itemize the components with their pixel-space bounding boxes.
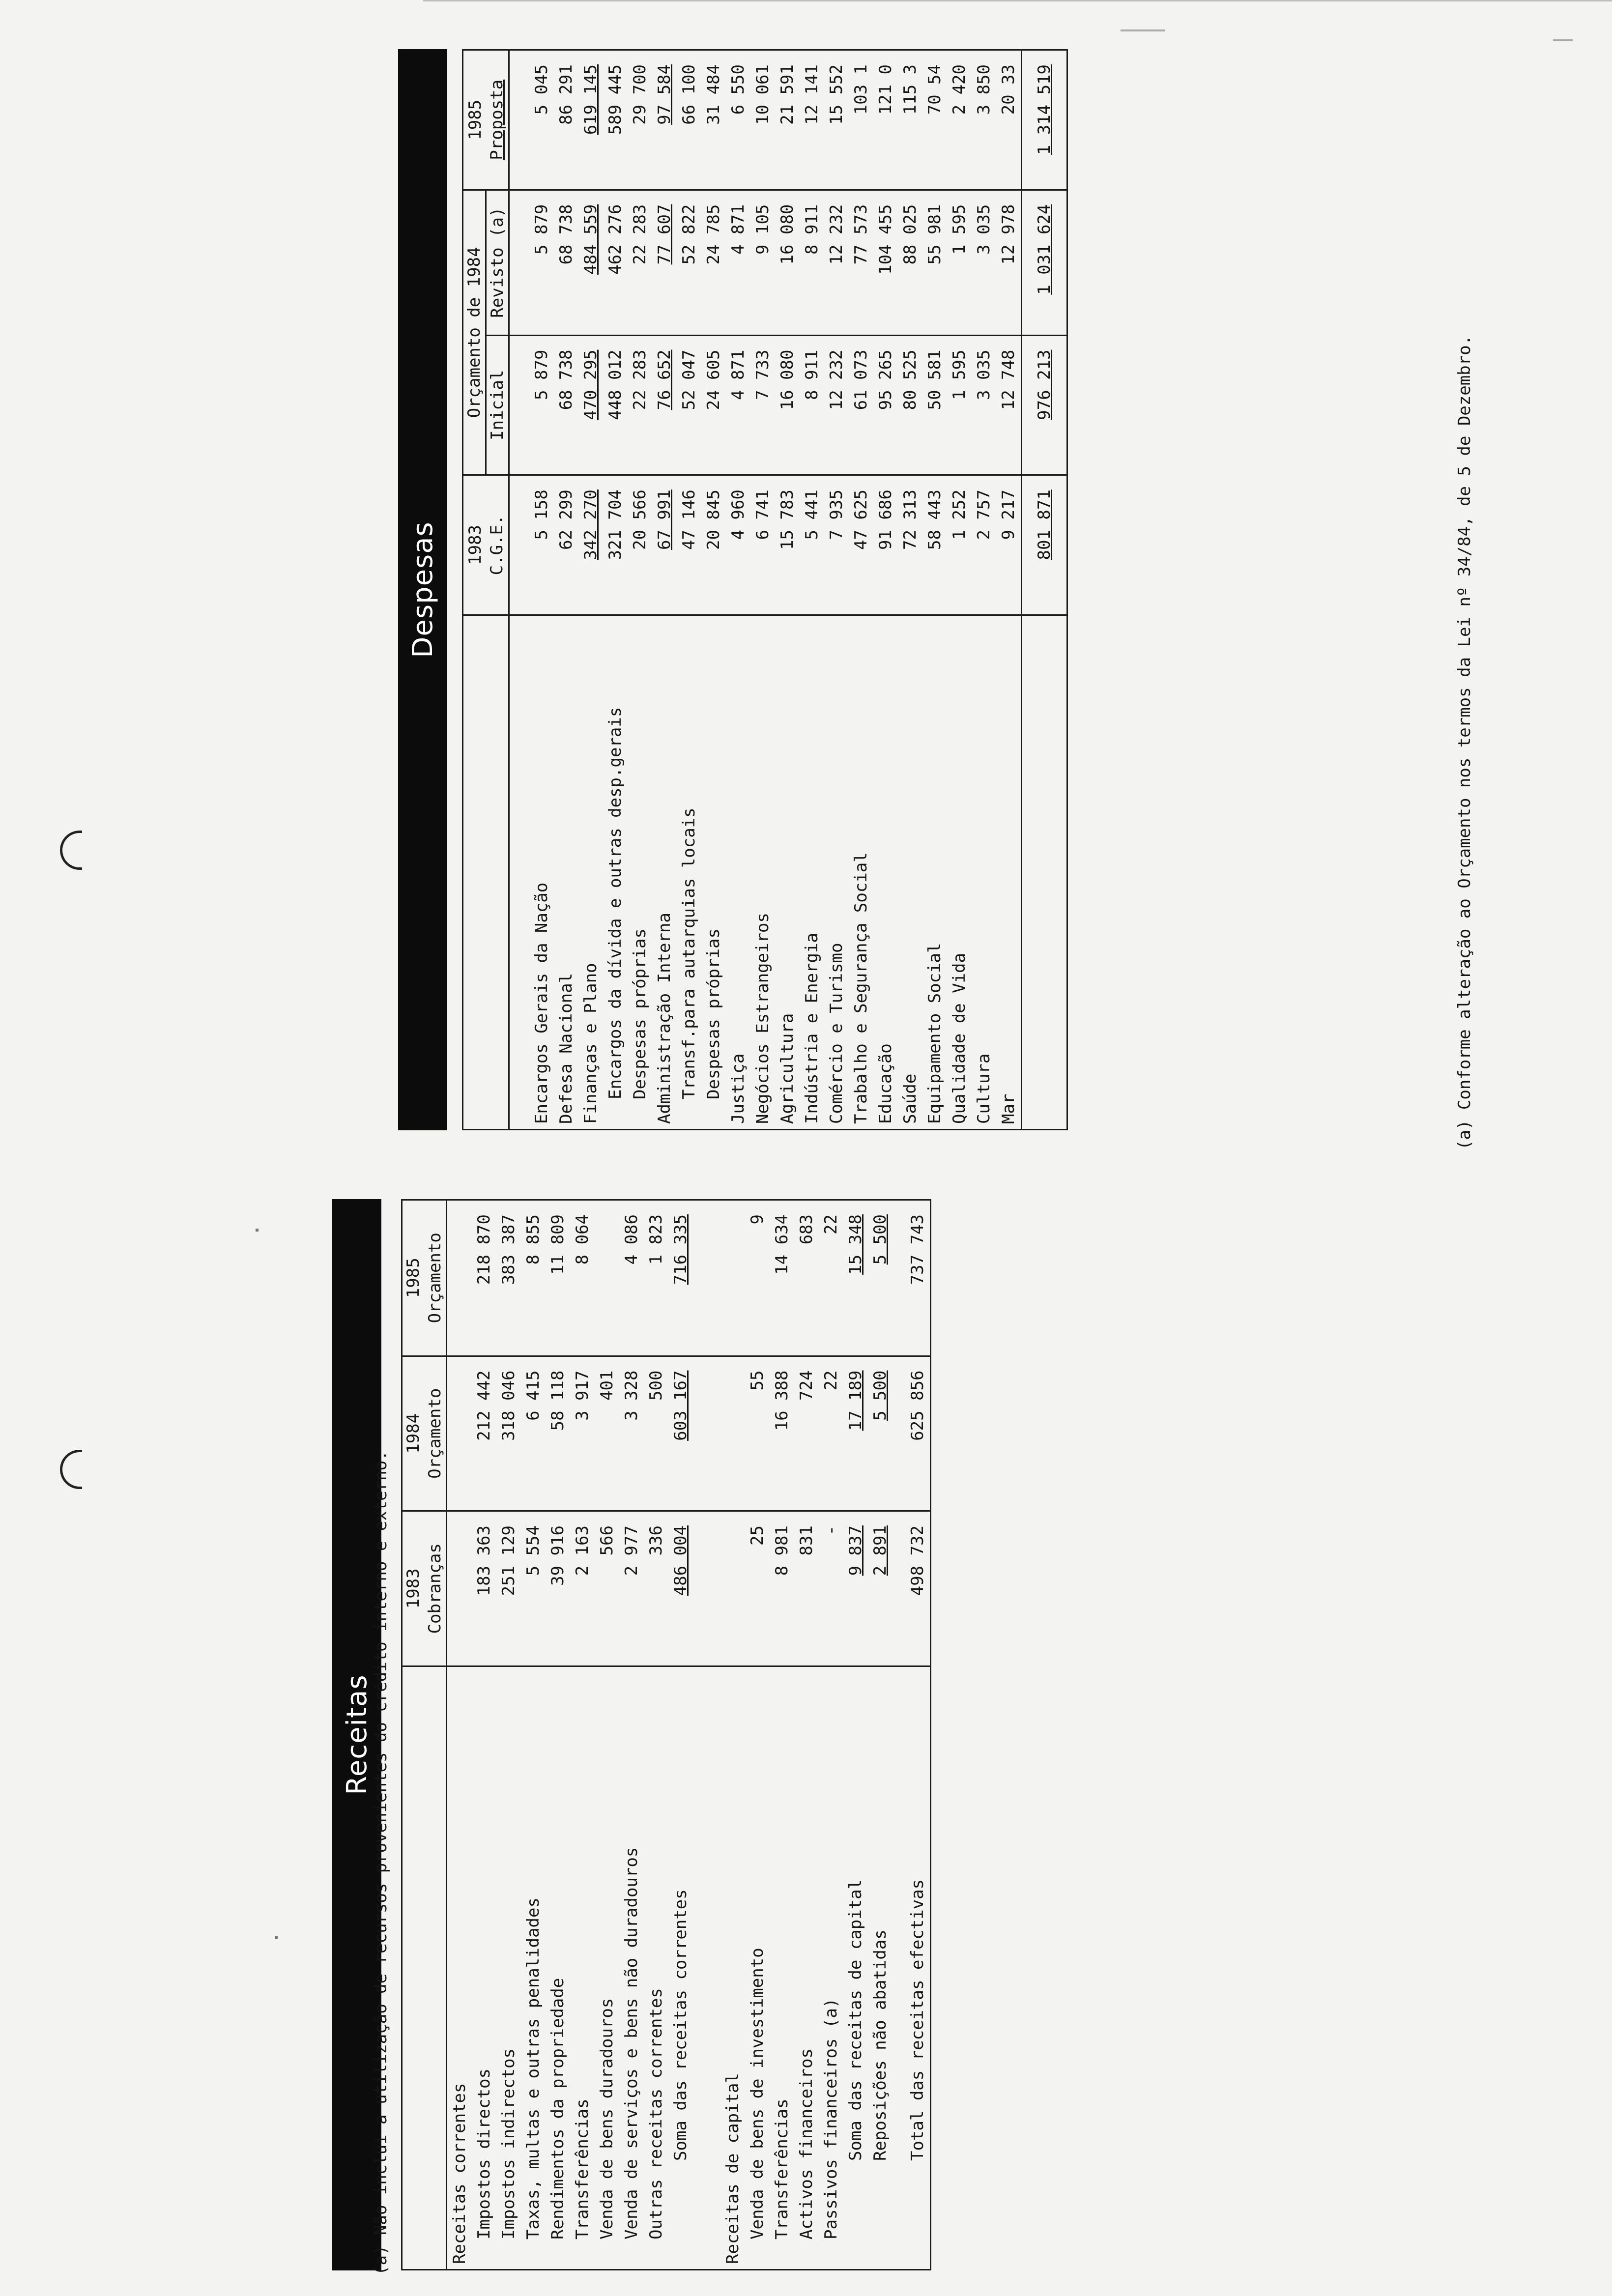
cell-value-v2: 68 738 (554, 335, 578, 475)
cell-value-v1: 20 845 (701, 475, 726, 615)
cell-value-v3: 4 871 (726, 190, 750, 335)
cell-value-v1: 8 981 (770, 1511, 794, 1666)
cell-value-v3: 716 335 (668, 1200, 706, 1356)
cell-value-v2: 95 265 (873, 335, 898, 475)
scan-speck (275, 1936, 278, 1939)
receitas-banner: Receitas (332, 1199, 381, 2270)
row-label: Agricultura (777, 1013, 797, 1124)
cell-value-v1 (447, 1511, 472, 1666)
cell-value-v1: 25 (745, 1511, 770, 1666)
row-label: Indústria e Energia (802, 933, 822, 1124)
total-row (1022, 50, 1067, 1130)
cell-value-v1: 58 443 (922, 475, 947, 615)
cell-value-v2: 724 (794, 1356, 819, 1511)
cell-value-v4: 589 445 (603, 50, 628, 190)
cell-value-v4: 103 1 (849, 50, 873, 190)
cell-value-v4: 619 145 (578, 50, 603, 190)
cell-value-v3: 12 232 (824, 190, 849, 335)
cell-value-v2: 52 047 (677, 335, 701, 475)
cell-value-v1: 7 935 (824, 475, 849, 615)
table-row (509, 50, 554, 1130)
table-row (947, 50, 972, 1130)
cell-value-v1: 486 004 (668, 1511, 706, 1666)
cell-value-v2: 80 525 (898, 335, 922, 475)
cell-value-v1: 5 441 (800, 475, 824, 615)
cell-value-v1: 2 757 (972, 475, 996, 615)
table-row (794, 1200, 819, 2270)
cell-value-v2 (706, 1356, 745, 1511)
table-row (595, 1200, 619, 2270)
table-row (570, 1200, 595, 2270)
cell-value-v2: 470 295 (578, 335, 603, 475)
cell-value-v2: 12 232 (824, 335, 849, 475)
row-label: Receitas correntes (450, 2083, 469, 2264)
cell-value-v2: 12 748 (996, 335, 1022, 475)
header-year: 1983 (465, 525, 485, 565)
table-row (521, 1200, 546, 2270)
cell-value-v4: 20 33 (996, 50, 1022, 190)
row-label: Despesas próprias (704, 928, 723, 1099)
total-value-v3: 1 031 624 (1022, 190, 1067, 335)
header-year: 1983 (403, 1568, 423, 1609)
row-label: Negócios Estrangeiros (753, 913, 773, 1124)
cell-value-v1: 67 991 (652, 475, 677, 615)
row-label: Rendimentos da propriedade (548, 1978, 568, 2239)
cell-value-v1: 62 299 (554, 475, 578, 615)
row-label: Outras receitas correntes (646, 1988, 666, 2239)
cell-value-v2: 401 (595, 1356, 619, 1511)
scan-speck (256, 1229, 259, 1232)
cell-value-v4: 29 700 (628, 50, 652, 190)
cell-value-v4: 5 045 (509, 50, 554, 190)
table-row (546, 1200, 570, 2270)
table-row (745, 1200, 770, 2270)
cell-value-v3 (706, 1200, 745, 1356)
receitas-header-blank (402, 1666, 447, 2269)
table-row (701, 50, 726, 1130)
cell-value-v3: 4 086 (619, 1200, 644, 1356)
cell-value-v1: 47 625 (849, 475, 873, 615)
row-label: Encargos Gerais da Nação (532, 882, 551, 1124)
cell-value-v2: 6 415 (521, 1356, 546, 1511)
cell-value-v3: 9 105 (750, 190, 775, 335)
total-value-v4: 1 314 519 (1022, 50, 1067, 190)
receitas-table (401, 1199, 931, 2270)
cell-value-v3: 218 870 (472, 1200, 496, 1356)
table-row (868, 1200, 905, 2270)
table-row (578, 50, 603, 1130)
cell-value-v2: 8 911 (800, 335, 824, 475)
receitas-header-col1 (402, 1511, 447, 1666)
cell-value-v1: 39 916 (546, 1511, 570, 1666)
despesas-header-blank (463, 615, 509, 1129)
cell-value-v3 (595, 1200, 619, 1356)
despesas-table (462, 49, 1068, 1130)
table-row (873, 50, 898, 1130)
cell-value-v4: 115 3 (898, 50, 922, 190)
cell-value-v1: 183 363 (472, 1511, 496, 1666)
cell-value-v1: 342 270 (578, 475, 603, 615)
cell-value-v2: 50 581 (922, 335, 947, 475)
row-label: Cultura (974, 1053, 994, 1124)
cell-value-v3: 1 823 (644, 1200, 668, 1356)
cell-value-v1: - (819, 1511, 843, 1666)
table-row (898, 50, 922, 1130)
total-value-v2: 976 213 (1022, 335, 1067, 475)
row-label: Transferências (772, 2098, 792, 2239)
despesas-header-row-1 (463, 50, 486, 1130)
row-label: Reposições não abatidas (870, 1929, 890, 2161)
cell-value-v3: 22 283 (628, 190, 652, 335)
row-label: Defesa Nacional (556, 973, 576, 1124)
cell-value-v3: 462 276 (603, 190, 628, 335)
receitas-footnote: (a) Não inclui a utilização de recursos provenientes do crédito interno e externo. (371, 1450, 391, 2275)
table-row (706, 1200, 745, 2270)
cell-value-v2: 22 283 (628, 335, 652, 475)
row-label: Educação (876, 1043, 895, 1124)
row-label: Venda de serviços e bens não duradouros (622, 1847, 641, 2239)
row-label: Receitas de capital (723, 2073, 743, 2264)
table-row (677, 50, 701, 1130)
row-label: Finanças e Plano (581, 963, 601, 1124)
binder-hole-mark (60, 831, 82, 870)
row-label: Trabalho e Segurança Social (851, 852, 871, 1124)
cell-value-v2 (447, 1356, 472, 1511)
cell-value-v2: 58 118 (546, 1356, 570, 1511)
header-year: 1985 (403, 1258, 423, 1298)
cell-value-v1: 20 566 (628, 475, 652, 615)
header-year: 1985 (465, 99, 485, 140)
header-sub: Cobranças (425, 1543, 445, 1634)
cell-value-v3: 24 785 (701, 190, 726, 335)
row-label: Soma das receitas de capital (846, 1879, 865, 2161)
cell-value-v4: 10 061 (750, 50, 775, 190)
receitas-panel (332, 1199, 1428, 2270)
receitas-header-col3 (402, 1200, 447, 1356)
row-label: Qualidade de Vida (950, 953, 969, 1124)
cell-value-v1: 5 158 (509, 475, 554, 615)
row-label-blank (1022, 615, 1067, 1129)
table-row (800, 50, 824, 1130)
cell-value-v2: 4 871 (726, 335, 750, 475)
cell-value-v2: 3 328 (619, 1356, 644, 1511)
cell-value-v1: 566 (595, 1511, 619, 1666)
table-row (554, 50, 578, 1130)
row-label: Administração Interna (655, 913, 674, 1124)
row-label: Transferências (573, 2098, 592, 2239)
cell-value-v1: 91 686 (873, 475, 898, 615)
header-sub: Proposta (487, 79, 507, 160)
cell-value-v2: 16 080 (775, 335, 800, 475)
table-row (652, 50, 677, 1130)
cell-value-v1: 2 977 (619, 1511, 644, 1666)
cell-value-v1: 498 732 (905, 1511, 931, 1666)
cell-value-v3: 14 634 (770, 1200, 794, 1356)
cell-value-v3: 484 559 (578, 190, 603, 335)
table-row (603, 50, 628, 1130)
cell-value-v4: 6 550 (726, 50, 750, 190)
despesas-panel (398, 49, 1445, 1130)
cell-value-v3: 383 387 (496, 1200, 521, 1356)
cell-value-v3: 22 (819, 1200, 843, 1356)
cell-value-v3: 68 738 (554, 190, 578, 335)
cell-value-v4: 3 850 (972, 50, 996, 190)
cell-value-v1: 47 146 (677, 475, 701, 615)
table-row (726, 50, 750, 1130)
cell-value-v4: 121 0 (873, 50, 898, 190)
row-label: Soma das receitas correntes (671, 1889, 691, 2161)
scan-edge-line (423, 0, 1612, 1)
table-row (843, 1200, 868, 2270)
cell-value-v1 (706, 1511, 745, 1666)
row-label: Activos financeiros (797, 2048, 816, 2239)
table-row (775, 50, 800, 1130)
header-sub: Orçamento (425, 1388, 445, 1479)
despesas-footnote: (a) Conforme alteração ao Orçamento nos termos da Lei nº 34/84, de 5 de Dezembro. (1455, 335, 1474, 1150)
receitas-header-col2 (402, 1356, 447, 1511)
cell-value-v4: 31 484 (701, 50, 726, 190)
cell-value-v4: 21 591 (775, 50, 800, 190)
table-row (849, 50, 873, 1130)
scan-speck (1553, 39, 1573, 41)
row-label: Saúde (900, 1073, 920, 1124)
cell-value-v2: 55 (745, 1356, 770, 1511)
cell-value-v3: 15 348 (843, 1200, 868, 1356)
cell-value-v1: 4 960 (726, 475, 750, 615)
table-row (922, 50, 947, 1130)
despesas-header-col4 (463, 50, 509, 190)
cell-value-v3: 12 978 (996, 190, 1022, 335)
row-label: Impostos directos (474, 2068, 494, 2239)
table-row (824, 50, 849, 1130)
cell-value-v4: 70 54 (922, 50, 947, 190)
cell-value-v3: 5 879 (509, 190, 554, 335)
cell-value-v1: 5 554 (521, 1511, 546, 1666)
cell-value-v4: 15 552 (824, 50, 849, 190)
table-row (472, 1200, 496, 2270)
table-row (905, 1200, 931, 2270)
cell-value-v2: 5 879 (509, 335, 554, 475)
table-row (770, 1200, 794, 2270)
cell-value-v2: 16 388 (770, 1356, 794, 1511)
row-label: Mar (999, 1093, 1018, 1124)
header-sub: C.G.E. (487, 515, 507, 575)
cell-value-v1: 336 (644, 1511, 668, 1666)
cell-value-v3: 8 855 (521, 1200, 546, 1356)
cell-value-v2: 24 605 (701, 335, 726, 475)
table-row (996, 50, 1022, 1130)
total-value-v1: 801 871 (1022, 475, 1067, 615)
table-row (447, 1200, 472, 2270)
cell-value-v2: 5 500 (868, 1356, 905, 1511)
cell-value-v4: 86 291 (554, 50, 578, 190)
cell-value-v2: 22 (819, 1356, 843, 1511)
row-label: Venda de bens duradouros (597, 1998, 617, 2239)
cell-value-v4: 66 100 (677, 50, 701, 190)
cell-value-v3: 3 035 (972, 190, 996, 335)
cell-value-v1: 831 (794, 1511, 819, 1666)
cell-value-v2: 1 595 (947, 335, 972, 475)
cell-value-v3: 9 (745, 1200, 770, 1356)
cell-value-v1: 1 252 (947, 475, 972, 615)
cell-value-v3: 55 981 (922, 190, 947, 335)
row-label: Total das receitas efectivas (908, 1879, 927, 2161)
row-label: Transf.para autarquias locais (679, 807, 699, 1099)
cell-value-v2: 625 856 (905, 1356, 931, 1511)
cell-value-v2: 212 442 (472, 1356, 496, 1511)
cell-value-v3: 88 025 (898, 190, 922, 335)
cell-value-v2: 7 733 (750, 335, 775, 475)
row-label: Comércio e Turismo (827, 943, 846, 1124)
row-label: Passivos financeiros (a) (821, 1998, 841, 2239)
row-label: Taxas, multas e outras penalidades (523, 1897, 543, 2239)
despesas-header-col2: Inicial (486, 335, 509, 475)
cell-value-v1: 2 163 (570, 1511, 595, 1666)
table-row (819, 1200, 843, 2270)
receitas-header-row (402, 1200, 447, 2270)
despesas-table-body (509, 50, 1067, 1130)
cell-value-v2: 3 035 (972, 335, 996, 475)
row-label: Venda de bens de investimento (748, 1948, 767, 2239)
cell-value-v3: 16 080 (775, 190, 800, 335)
cell-value-v1: 72 313 (898, 475, 922, 615)
receitas-table-body (447, 1200, 931, 2270)
cell-value-v3 (447, 1200, 472, 1356)
cell-value-v3: 8 064 (570, 1200, 595, 1356)
cell-value-v2: 318 046 (496, 1356, 521, 1511)
cell-value-v2: 76 652 (652, 335, 677, 475)
table-row (619, 1200, 644, 2270)
table-row (668, 1200, 706, 2270)
binder-hole-mark (60, 1450, 82, 1489)
cell-value-v1: 251 129 (496, 1511, 521, 1666)
cell-value-v2: 61 073 (849, 335, 873, 475)
table-row (644, 1200, 668, 2270)
table-row (496, 1200, 521, 2270)
table-row (628, 50, 652, 1130)
cell-value-v2: 3 917 (570, 1356, 595, 1511)
cell-value-v2: 500 (644, 1356, 668, 1511)
despesas-header-col3: Revisto (a) (486, 190, 509, 335)
row-label: Impostos indirectos (499, 2048, 518, 2239)
cell-value-v3: 1 595 (947, 190, 972, 335)
cell-value-v3: 77 573 (849, 190, 873, 335)
header-sub: Orçamento (425, 1233, 445, 1323)
header-year: 1984 (403, 1413, 423, 1454)
cell-value-v3: 8 911 (800, 190, 824, 335)
scan-speck (1121, 29, 1165, 31)
cell-value-v3: 683 (794, 1200, 819, 1356)
cell-value-v4: 97 584 (652, 50, 677, 190)
cell-value-v3: 5 500 (868, 1200, 905, 1356)
cell-value-v2: 603 167 (668, 1356, 706, 1511)
row-label: Despesas próprias (630, 928, 650, 1099)
cell-value-v1: 2 891 (868, 1511, 905, 1666)
cell-value-v2: 17 189 (843, 1356, 868, 1511)
row-label: Encargos da dívida e outras desp.gerais (605, 707, 625, 1099)
cell-value-v1: 15 783 (775, 475, 800, 615)
row-label: Justiça (728, 1053, 748, 1124)
cell-value-v3: 737 743 (905, 1200, 931, 1356)
despesas-header-group: Orçamento de 1984 (463, 190, 486, 475)
cell-value-v1: 9 217 (996, 475, 1022, 615)
cell-value-v3: 11 809 (546, 1200, 570, 1356)
cell-value-v1: 6 741 (750, 475, 775, 615)
cell-value-v3: 52 822 (677, 190, 701, 335)
table-row (750, 50, 775, 1130)
cell-value-v3: 104 455 (873, 190, 898, 335)
despesas-header-col1 (463, 475, 509, 615)
table-row (972, 50, 996, 1130)
cell-value-v4: 12 141 (800, 50, 824, 190)
cell-value-v1: 9 837 (843, 1511, 868, 1666)
cell-value-v4: 2 420 (947, 50, 972, 190)
despesas-banner: Despesas (398, 49, 447, 1130)
row-label: Equipamento Social (925, 943, 945, 1124)
cell-value-v2: 448 012 (603, 335, 628, 475)
cell-value-v3: 77 607 (652, 190, 677, 335)
cell-value-v1: 321 704 (603, 475, 628, 615)
